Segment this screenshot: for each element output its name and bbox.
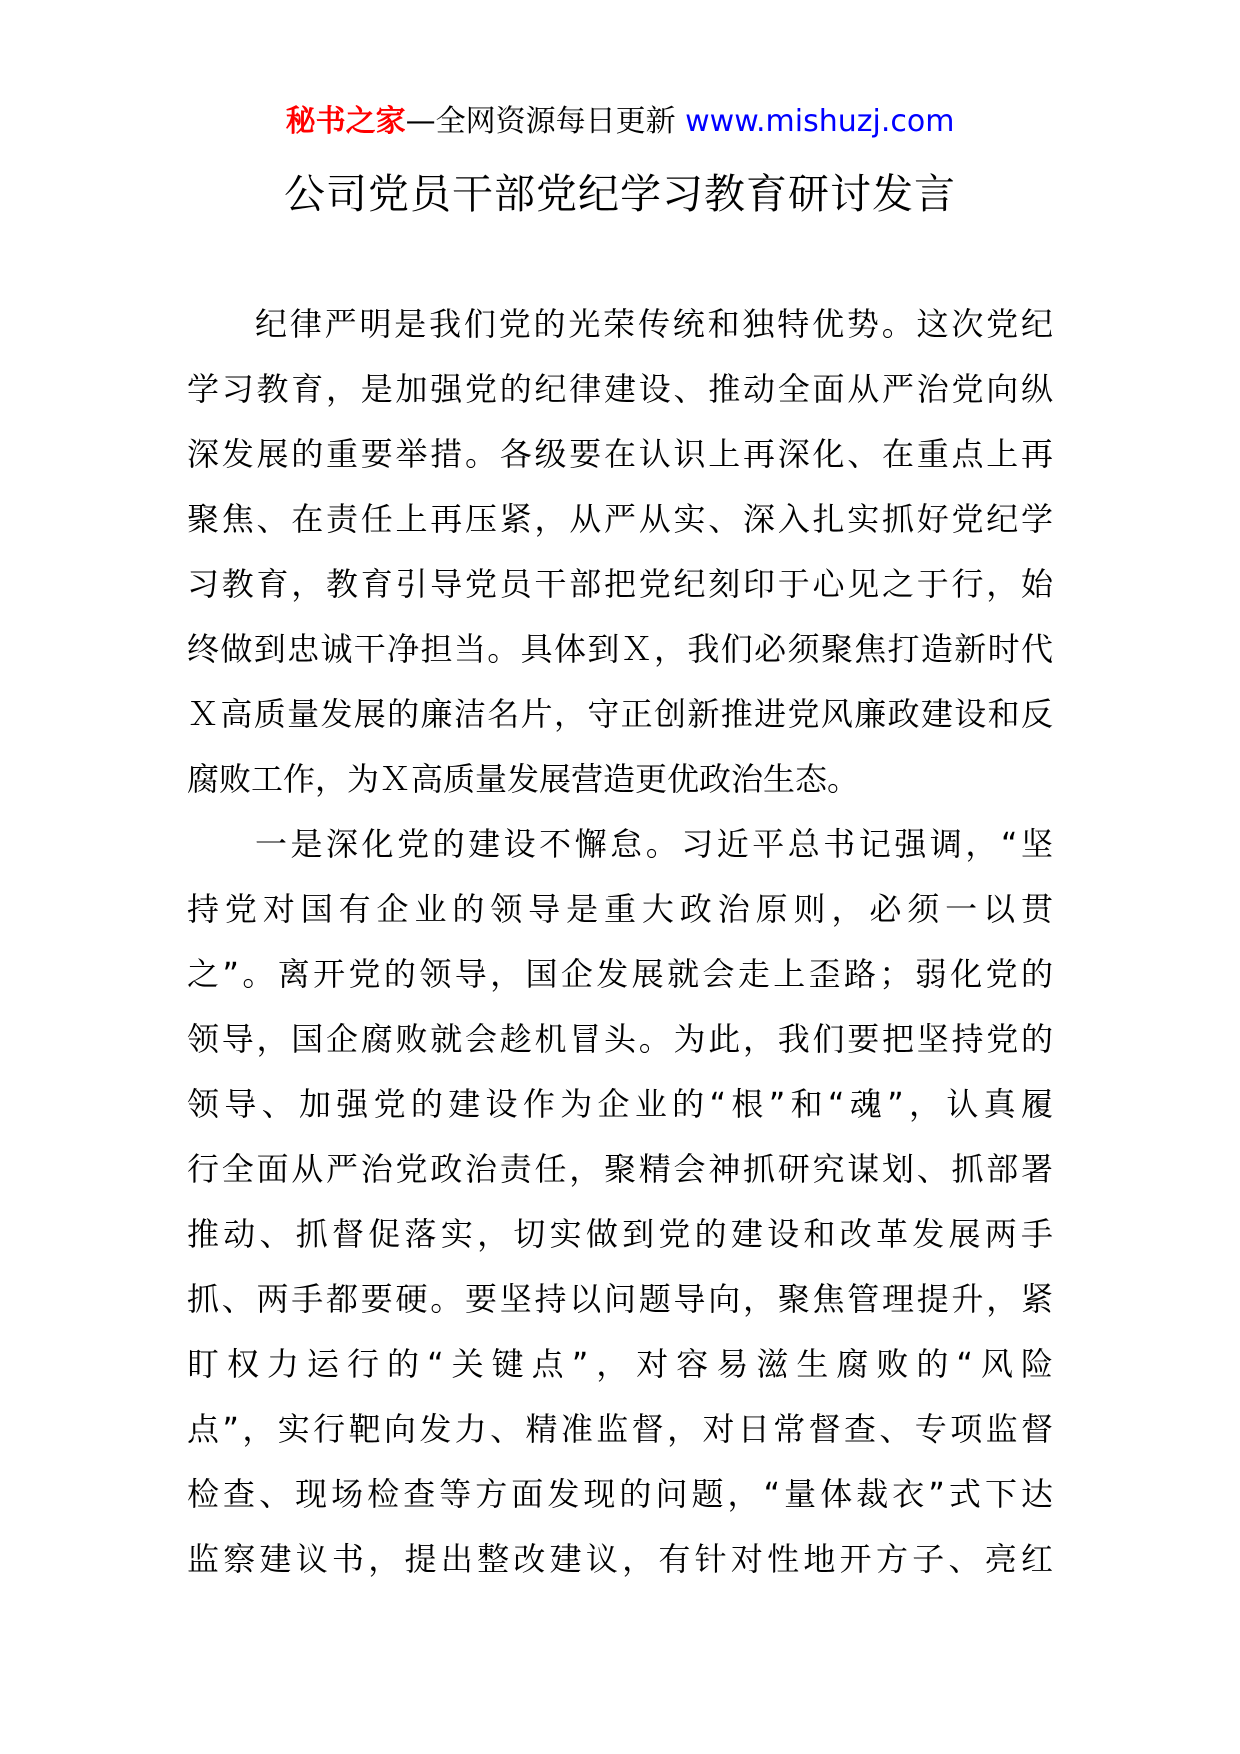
- document-body: [187, 292, 1053, 1592]
- text-line: 持党对国有企业的领导是重大政治原则，必须一以贯: [187, 890, 1053, 928]
- text-line: 习教育，教育引导党员干部把党纪刻印于心见之于行，始: [187, 565, 1053, 603]
- text-line: 聚焦、在责任上再压紧，从严从实、深入扎实抓好党纪学: [187, 500, 1053, 538]
- text-line: 纪律严明是我们党的光荣传统和独特优势。这次党纪: [255, 305, 1053, 343]
- text-line: 领导，国企腐败就会趁机冒头。为此，我们要把坚持党的: [187, 1020, 1053, 1058]
- site-header: [0, 102, 1240, 142]
- text-line: 终做到忠诚干净担当。具体到Ｘ，我们必须聚焦打造新时代: [187, 630, 1053, 668]
- text-line: 学习教育，是加强党的纪律建设、推动全面从严治党向纵: [187, 370, 1053, 408]
- site-url-link[interactable]: www.mishuzj.com: [685, 104, 955, 139]
- text-line: 领导、加强党的建设作为企业的“根”和“魂”，认真履: [187, 1085, 1053, 1123]
- text-line: 之”。离开党的领导，国企发展就会走上歪路；弱化党的: [187, 955, 1053, 993]
- text-line: 行全面从严治党政治责任，聚精会神抓研究谋划、抓部署: [187, 1150, 1053, 1188]
- text-line: 抓、两手都要硬。要坚持以问题导向，聚焦管理提升，紧: [187, 1280, 1053, 1318]
- text-line: 盯权力运行的“关键点”，对容易滋生腐败的“风险: [187, 1345, 1053, 1383]
- text-line: 检查、现场检查等方面发现的问题，“量体裁衣”式下达: [187, 1475, 1053, 1513]
- text-line: Ｘ高质量发展的廉洁名片，守正创新推进党风廉政建设和反: [187, 695, 1053, 733]
- paragraph-party-building: [187, 812, 1053, 1592]
- text-line: 监察建议书，提出整改建议，有针对性地开方子、亮红: [187, 1540, 1053, 1578]
- text-line: 推动、抓督促落实，切实做到党的建设和改革发展两手: [187, 1215, 1053, 1253]
- text-line: 一是深化党的建设不懈怠。习近平总书记强调，“坚: [255, 825, 1053, 863]
- text-line: 腐败工作，为Ｘ高质量发展营造更优政治生态。: [187, 760, 860, 798]
- site-slogan: —全网资源每日更新: [405, 104, 686, 139]
- site-brand: 秘书之家: [285, 104, 406, 139]
- text-line: 深发展的重要举措。各级要在认识上再深化、在重点上再: [187, 435, 1053, 473]
- document-title: 公司党员干部党纪学习教育研讨发言: [284, 170, 956, 218]
- paragraph-intro: [187, 292, 1053, 812]
- text-line: 点”，实行靶向发力、精准监督，对日常督查、专项监督: [187, 1410, 1053, 1448]
